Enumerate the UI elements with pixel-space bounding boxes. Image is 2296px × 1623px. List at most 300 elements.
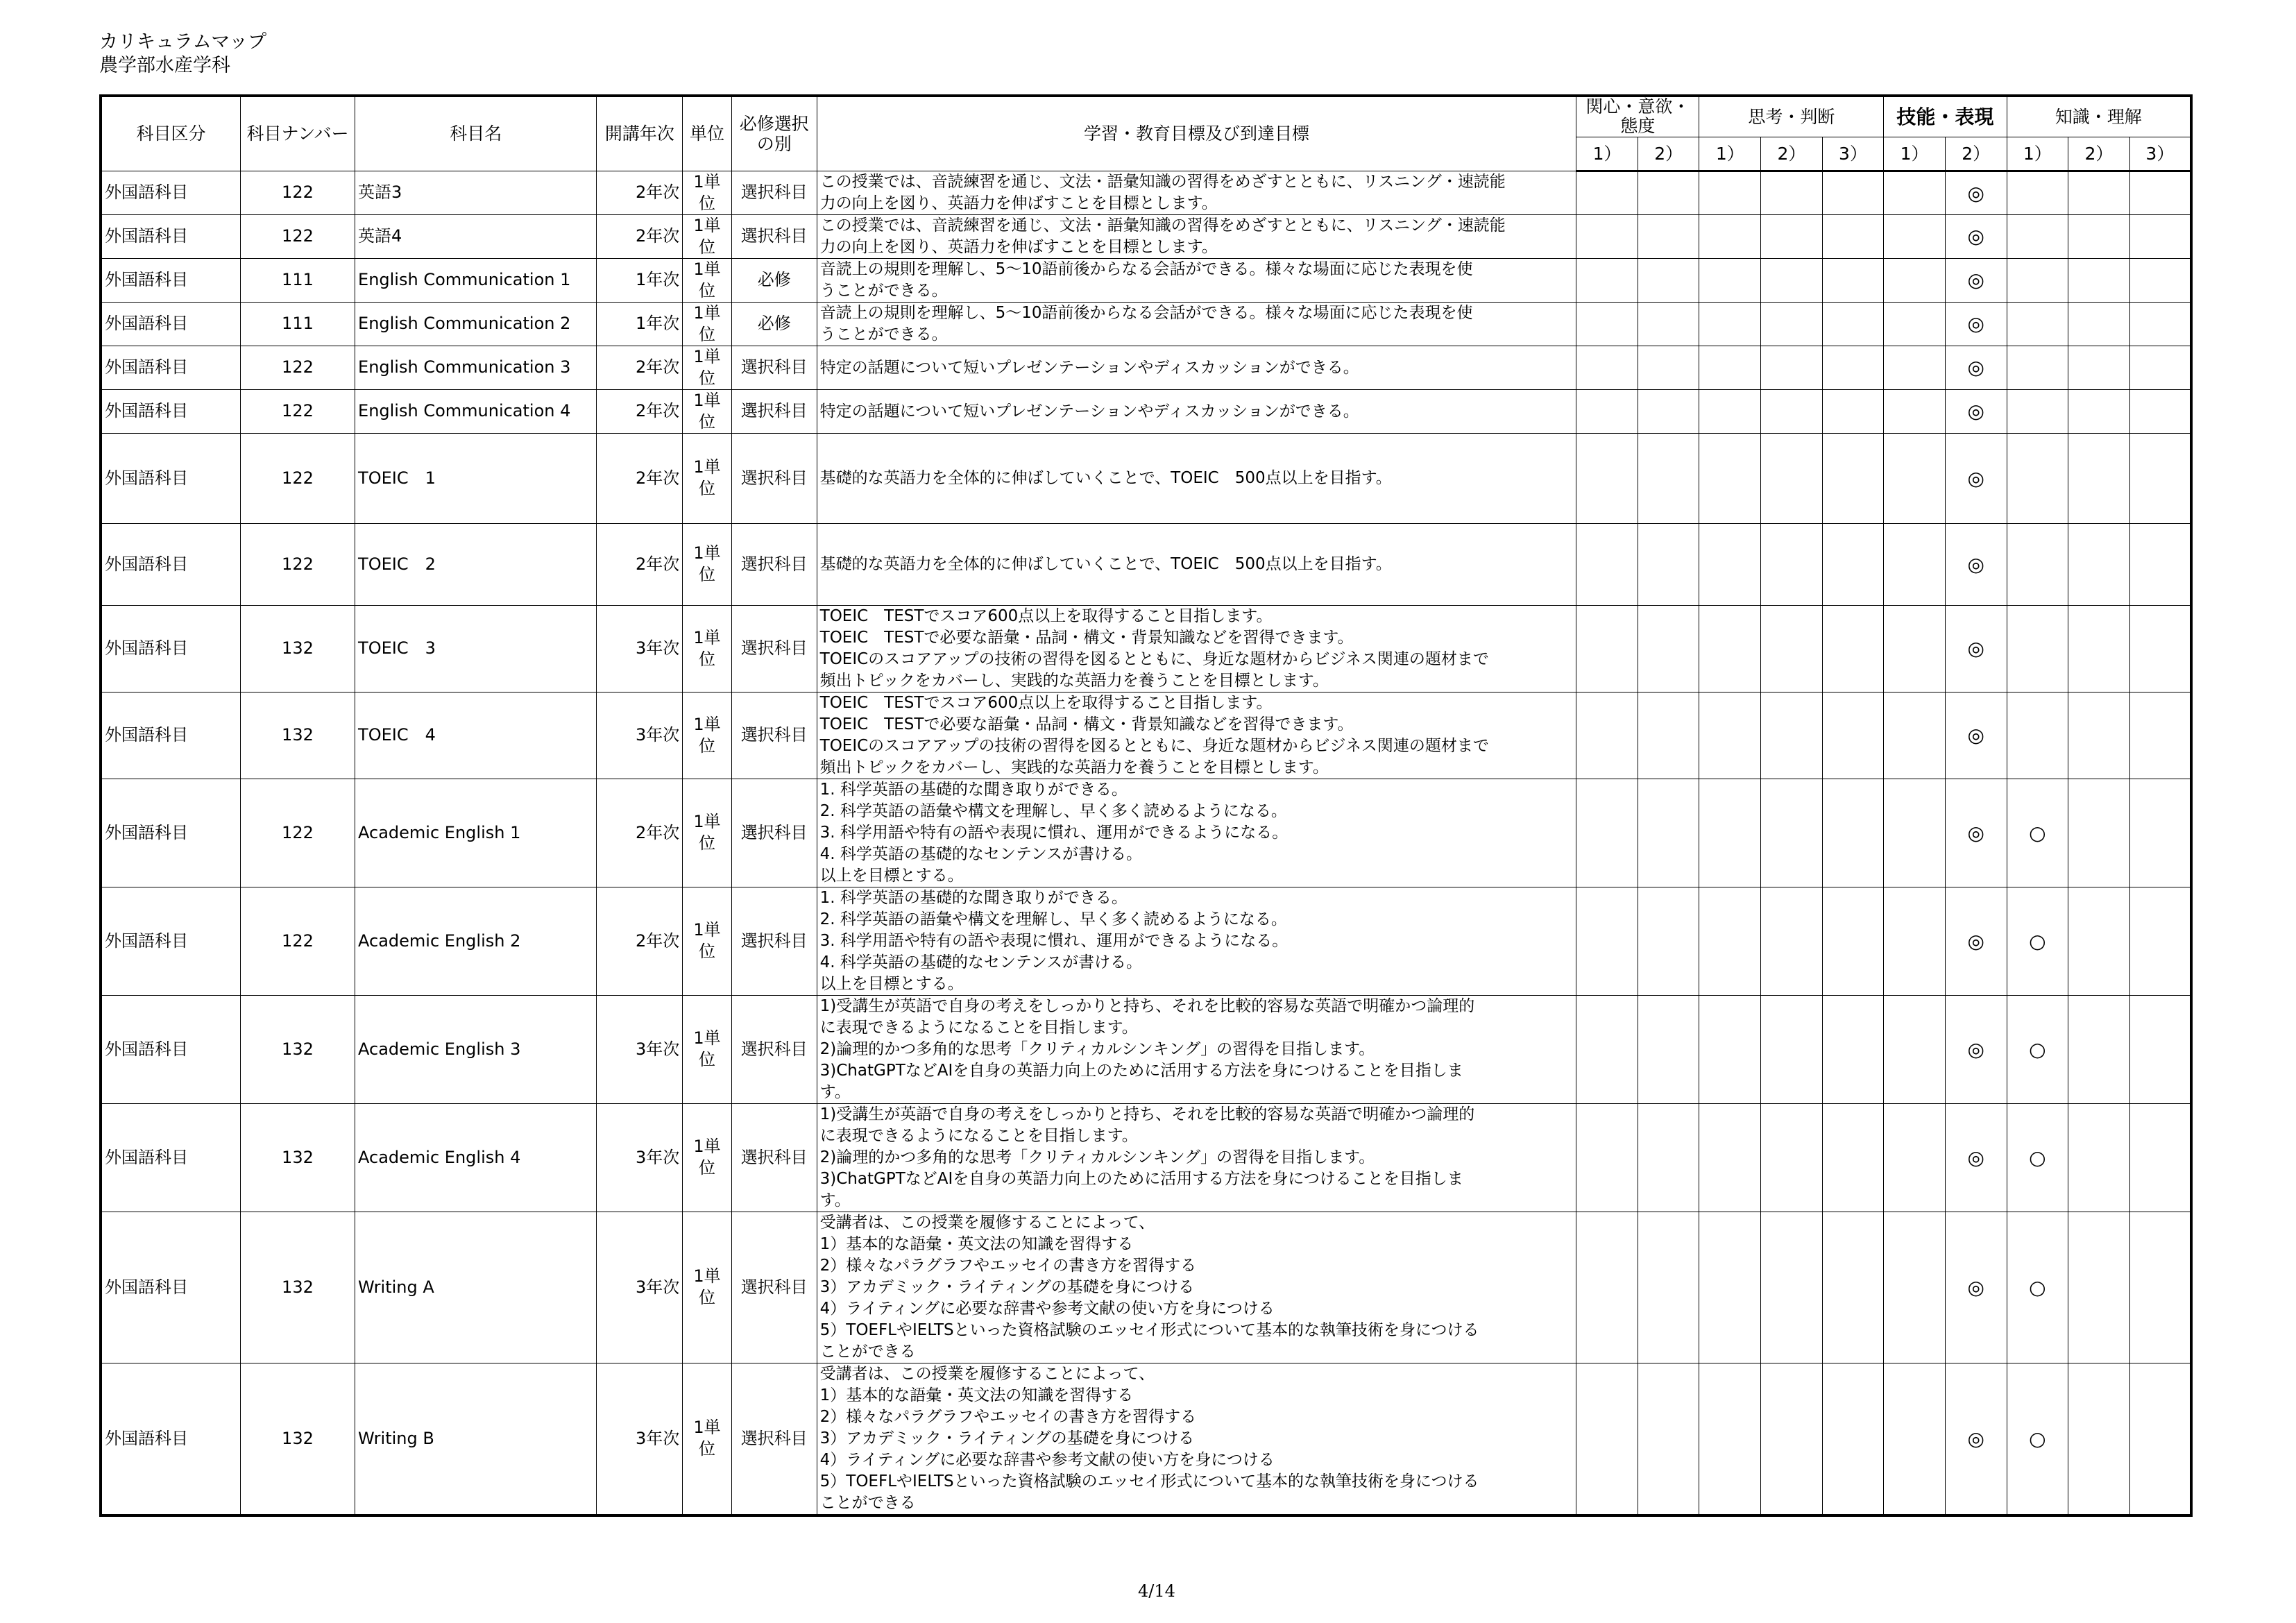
mark-cell	[1638, 887, 1699, 995]
goal-line: 3. 科学用語や特有の語や表現に慣れ、運用ができるようになる。	[819, 931, 1289, 950]
course-name-cell: TOEIC 4	[355, 692, 597, 779]
category-cell: 外国語科目	[101, 1103, 240, 1212]
mark-cell	[2007, 523, 2068, 605]
goal-line: 基礎的な英語力を全体的に伸ばしていくことで、TOEIC 500点以上を目指す。	[819, 554, 1392, 573]
mark-cell	[1822, 779, 1884, 887]
goal-line: 3)ChatGPTなどAIを自身の英語力向上のために活用する方法を身につけることを目指しま	[819, 1061, 1463, 1080]
required-cell: 必修	[731, 258, 817, 302]
mark-cell	[1761, 346, 1823, 389]
number-cell: 132	[240, 1103, 355, 1212]
goal-line: TOEIC TESTでスコア600点以上を取得すること目指します。	[819, 606, 1273, 625]
table-row	[101, 1103, 2191, 1212]
goal-line: 基礎的な英語力を全体的に伸ばしていくことで、TOEIC 500点以上を目指す。	[819, 468, 1392, 487]
number-cell: 132	[240, 1363, 355, 1515]
mark-cell	[2129, 171, 2191, 214]
course-name-cell: English Communication 1	[355, 258, 597, 302]
mark-cell	[1884, 692, 1946, 779]
required-cell: 選択科目	[731, 605, 817, 692]
mark-cell	[1822, 389, 1884, 433]
mark-cell	[1822, 214, 1884, 258]
required-cell: 選択科目	[731, 214, 817, 258]
mark-cell: ○	[2007, 1103, 2068, 1212]
course-name-cell: Academic English 4	[355, 1103, 597, 1212]
required-cell: 選択科目	[731, 389, 817, 433]
table-row	[101, 605, 2191, 692]
required-cell: 選択科目	[731, 887, 817, 995]
mark-cell	[1884, 433, 1946, 523]
unit-cell: 1単位	[683, 523, 731, 605]
title-line-1: カリキュラムマップ	[99, 31, 267, 53]
header-group-thinking: 思考・判断	[1699, 96, 1884, 137]
mark-cell	[1822, 887, 1884, 995]
goal-line: 5）TOEFLやIELTSといった資格試験のエッセイ形式について基本的な執筆技術を身につける	[819, 1472, 1479, 1490]
goal-line: 音読上の規則を理解し、5～10語前後からなる会話ができる。様々な場面に応じた表現を使	[819, 303, 1473, 322]
goal-line: 以上を目標とする。	[819, 866, 964, 885]
number-cell: 132	[240, 692, 355, 779]
unit-cell: 1単位	[683, 887, 731, 995]
year-cell: 2年次	[597, 389, 683, 433]
mark-cell	[1884, 995, 1946, 1103]
mark-cell	[2129, 302, 2191, 346]
mark-cell	[2068, 433, 2130, 523]
mark-cell: ○	[2007, 887, 2068, 995]
unit-cell: 1単位	[683, 302, 731, 346]
mark-cell	[2129, 214, 2191, 258]
mark-cell	[1699, 1212, 1761, 1363]
mark-cell	[1822, 1363, 1884, 1515]
mark-cell	[1638, 692, 1699, 779]
goal-line: うことができる。	[819, 281, 948, 300]
year-cell: 3年次	[597, 1212, 683, 1363]
mark-cell	[2007, 258, 2068, 302]
header-goal: 学習・教育目標及び到達目標	[817, 96, 1576, 171]
document-title	[99, 31, 266, 78]
mark-cell: ◎	[1945, 214, 2007, 258]
mark-cell	[1761, 1363, 1823, 1515]
mark-cell	[1761, 1103, 1823, 1212]
course-name-cell: Writing A	[355, 1212, 597, 1363]
goal-cell	[817, 523, 1576, 605]
mark-cell	[2068, 302, 2130, 346]
category-cell: 外国語科目	[101, 692, 240, 779]
goal-line: す。	[819, 1082, 851, 1101]
mark-cell: ◎	[1945, 995, 2007, 1103]
mark-cell	[1576, 433, 1638, 523]
goal-cell	[817, 346, 1576, 389]
mark-cell	[1761, 692, 1823, 779]
course-name-cell: English Communication 2	[355, 302, 597, 346]
mark-cell: ◎	[1945, 346, 2007, 389]
mark-cell: ◎	[1945, 1103, 2007, 1212]
mark-cell	[2129, 692, 2191, 779]
goal-line: に表現できるようになることを目指します。	[819, 1126, 1138, 1145]
mark-cell	[1822, 692, 1884, 779]
goal-line: TOEIC TESTで必要な語彙・品詞・構文・背景知識などを習得できます。	[819, 715, 1354, 733]
course-name-cell: TOEIC 1	[355, 433, 597, 523]
mark-cell	[1699, 995, 1761, 1103]
mark-cell	[1699, 692, 1761, 779]
unit-cell: 1単位	[683, 605, 731, 692]
unit-cell: 1単位	[683, 171, 731, 214]
mark-cell	[2007, 171, 2068, 214]
goal-line: 2. 科学英語の語彙や構文を理解し、早く多く読めるようになる。	[819, 801, 1287, 820]
mark-cell	[1761, 1212, 1823, 1363]
mark-cell	[1761, 171, 1823, 214]
mark-cell	[1699, 887, 1761, 995]
mark-cell	[1576, 887, 1638, 995]
mark-cell	[1699, 346, 1761, 389]
sub-header-cell: 1）	[1699, 137, 1761, 171]
mark-cell	[1884, 214, 1946, 258]
required-cell: 選択科目	[731, 346, 817, 389]
table-row	[101, 346, 2191, 389]
goal-cell	[817, 692, 1576, 779]
unit-cell: 1単位	[683, 389, 731, 433]
mark-cell	[2068, 995, 2130, 1103]
mark-cell	[1699, 214, 1761, 258]
mark-cell	[1576, 258, 1638, 302]
goal-line: 2. 科学英語の語彙や構文を理解し、早く多く読めるようになる。	[819, 910, 1287, 928]
mark-cell	[1576, 171, 1638, 214]
mark-cell	[1638, 389, 1699, 433]
mark-cell	[2007, 433, 2068, 523]
sub-header-cell: 1）	[1884, 137, 1946, 171]
course-name-cell: Academic English 1	[355, 779, 597, 887]
number-cell: 122	[240, 887, 355, 995]
sub-header-cell: 1）	[1576, 137, 1638, 171]
table-row	[101, 523, 2191, 605]
year-cell: 3年次	[597, 1103, 683, 1212]
mark-cell	[1638, 171, 1699, 214]
mark-cell: ◎	[1945, 302, 2007, 346]
goal-line: 1)受講生が英語で自身の考えをしっかりと持ち、それを比較的容易な英語で明確かつ論理的	[819, 996, 1475, 1015]
required-cell: 選択科目	[731, 171, 817, 214]
header-year: 開講年次	[597, 96, 683, 171]
mark-cell	[2068, 258, 2130, 302]
goal-line: 1）基本的な語彙・英文法の知識を習得する	[819, 1386, 1134, 1404]
number-cell: 132	[240, 995, 355, 1103]
goal-line: 4. 科学英語の基礎的なセンテンスが書ける。	[819, 844, 1143, 863]
mark-cell	[1576, 1212, 1638, 1363]
required-cell: 選択科目	[731, 692, 817, 779]
required-cell: 選択科目	[731, 433, 817, 523]
number-cell: 132	[240, 1212, 355, 1363]
unit-cell: 1単位	[683, 692, 731, 779]
mark-cell	[2068, 1212, 2130, 1363]
mark-cell	[1576, 389, 1638, 433]
mark-cell	[1576, 214, 1638, 258]
mark-cell	[1699, 523, 1761, 605]
mark-cell	[2007, 214, 2068, 258]
mark-cell	[1884, 887, 1946, 995]
year-cell: 2年次	[597, 433, 683, 523]
curriculum-map-table	[99, 94, 2193, 1517]
header-number: 科目ナンバー	[240, 96, 355, 171]
course-name-cell: English Communication 4	[355, 389, 597, 433]
mark-cell	[1822, 1212, 1884, 1363]
mark-cell: ◎	[1945, 433, 2007, 523]
category-cell: 外国語科目	[101, 1363, 240, 1515]
mark-cell	[2129, 1212, 2191, 1363]
unit-cell: 1単位	[683, 1103, 731, 1212]
mark-cell	[2068, 605, 2130, 692]
unit-cell: 1単位	[683, 995, 731, 1103]
mark-cell	[1576, 302, 1638, 346]
required-cell: 必修	[731, 302, 817, 346]
year-cell: 3年次	[597, 605, 683, 692]
required-cell: 選択科目	[731, 523, 817, 605]
table-row	[101, 995, 2191, 1103]
goal-cell	[817, 1103, 1576, 1212]
mark-cell	[2007, 389, 2068, 433]
mark-cell	[2129, 605, 2191, 692]
sub-header-cell: 2）	[1945, 137, 2007, 171]
year-cell: 3年次	[597, 1363, 683, 1515]
category-cell: 外国語科目	[101, 1212, 240, 1363]
mark-cell	[1822, 523, 1884, 605]
mark-cell	[2007, 692, 2068, 779]
mark-cell: ○	[2007, 995, 2068, 1103]
goal-cell	[817, 1212, 1576, 1363]
goal-line: 2）様々なパラグラフやエッセイの書き方を習得する	[819, 1256, 1197, 1275]
unit-cell: 1単位	[683, 258, 731, 302]
goal-line: 3. 科学用語や特有の語や表現に慣れ、運用ができるようになる。	[819, 823, 1289, 842]
mark-cell	[1699, 605, 1761, 692]
goal-line: 2)論理的かつ多角的な思考「クリティカルシンキング」の習得を目指します。	[819, 1039, 1375, 1058]
mark-cell	[1761, 433, 1823, 523]
unit-cell: 1単位	[683, 779, 731, 887]
mark-cell	[2068, 346, 2130, 389]
goal-line: 特定の話題について短いプレゼンテーションやディスカッションができる。	[819, 402, 1359, 420]
mark-cell	[2129, 389, 2191, 433]
mark-cell: ◎	[1945, 389, 2007, 433]
mark-cell	[1761, 214, 1823, 258]
course-name-cell: English Communication 3	[355, 346, 597, 389]
number-cell: 111	[240, 302, 355, 346]
category-cell: 外国語科目	[101, 995, 240, 1103]
mark-cell: ◎	[1945, 779, 2007, 887]
page-number: 4/14	[1138, 1581, 1175, 1601]
required-cell: 選択科目	[731, 779, 817, 887]
number-cell: 122	[240, 214, 355, 258]
year-cell: 2年次	[597, 887, 683, 995]
mark-cell	[1822, 346, 1884, 389]
sub-header-cell: 2）	[1638, 137, 1699, 171]
mark-cell: ○	[2007, 779, 2068, 887]
goal-line: TOEICのスコアアップの技術の習得を図るとともに、身近な題材からビジネス関連の題材まで	[819, 649, 1489, 668]
year-cell: 3年次	[597, 692, 683, 779]
mark-cell	[1884, 302, 1946, 346]
mark-cell	[1884, 523, 1946, 605]
goal-line: 特定の話題について短いプレゼンテーションやディスカッションができる。	[819, 358, 1359, 377]
mark-cell	[2129, 1103, 2191, 1212]
goal-line: 5）TOEFLやIELTSといった資格試験のエッセイ形式について基本的な執筆技術を身につける	[819, 1320, 1479, 1339]
table-row	[101, 302, 2191, 346]
goal-line: 1）基本的な語彙・英文法の知識を習得する	[819, 1234, 1134, 1253]
year-cell: 2年次	[597, 523, 683, 605]
goal-line: TOEIC TESTでスコア600点以上を取得すること目指します。	[819, 693, 1273, 712]
goal-line: す。	[819, 1191, 851, 1209]
mark-cell	[1822, 433, 1884, 523]
category-cell: 外国語科目	[101, 214, 240, 258]
sub-header-cell: 3）	[2129, 137, 2191, 171]
mark-cell	[1576, 1363, 1638, 1515]
mark-cell: ◎	[1945, 692, 2007, 779]
title-line-2: 農学部水産学科	[99, 55, 230, 76]
mark-cell	[1884, 1363, 1946, 1515]
goal-cell	[817, 887, 1576, 995]
year-cell: 2年次	[597, 346, 683, 389]
mark-cell	[2129, 1363, 2191, 1515]
mark-cell	[1761, 887, 1823, 995]
goal-cell	[817, 605, 1576, 692]
goal-line: 1)受講生が英語で自身の考えをしっかりと持ち、それを比較的容易な英語で明確かつ論理的	[819, 1105, 1475, 1123]
required-cell: 選択科目	[731, 1363, 817, 1515]
number-cell: 122	[240, 779, 355, 887]
number-cell: 122	[240, 171, 355, 214]
unit-cell: 1単位	[683, 1212, 731, 1363]
mark-cell	[1699, 1363, 1761, 1515]
mark-cell: ◎	[1945, 1363, 2007, 1515]
mark-cell	[2129, 258, 2191, 302]
mark-cell	[2007, 605, 2068, 692]
number-cell: 111	[240, 258, 355, 302]
mark-cell	[2129, 433, 2191, 523]
goal-cell	[817, 779, 1576, 887]
goal-cell	[817, 433, 1576, 523]
mark-cell	[1884, 346, 1946, 389]
table-row	[101, 214, 2191, 258]
category-cell: 外国語科目	[101, 779, 240, 887]
course-name-cell: 英語4	[355, 214, 597, 258]
header-required: 必修選択の別	[731, 96, 817, 171]
mark-cell	[1822, 258, 1884, 302]
mark-cell	[1761, 995, 1823, 1103]
mark-cell	[1576, 995, 1638, 1103]
mark-cell	[1761, 779, 1823, 887]
mark-cell	[1699, 302, 1761, 346]
mark-cell	[1638, 779, 1699, 887]
mark-cell	[1884, 779, 1946, 887]
mark-cell	[1638, 605, 1699, 692]
mark-cell	[2007, 346, 2068, 389]
goal-line: ことができる	[819, 1342, 916, 1361]
mark-cell: ◎	[1945, 887, 2007, 995]
goal-line: 以上を目標とする。	[819, 974, 964, 993]
mark-cell: ◎	[1945, 1212, 2007, 1363]
header-group-skills: 技能・表現	[1884, 96, 2007, 137]
goal-line: 1. 科学英語の基礎的な聞き取りができる。	[819, 888, 1128, 907]
table-row	[101, 1363, 2191, 1515]
goal-cell	[817, 389, 1576, 433]
mark-cell	[1576, 692, 1638, 779]
mark-cell	[1638, 1103, 1699, 1212]
year-cell: 1年次	[597, 302, 683, 346]
goal-cell	[817, 995, 1576, 1103]
year-cell: 3年次	[597, 995, 683, 1103]
mark-cell	[2129, 523, 2191, 605]
required-cell: 選択科目	[731, 995, 817, 1103]
mark-cell	[1761, 302, 1823, 346]
unit-cell: 1単位	[683, 1363, 731, 1515]
course-name-cell: 英語3	[355, 171, 597, 214]
mark-cell	[1884, 389, 1946, 433]
mark-cell	[2129, 995, 2191, 1103]
table-row	[101, 433, 2191, 523]
goal-line: 2）様々なパラグラフやエッセイの書き方を習得する	[819, 1407, 1197, 1426]
mark-cell	[1638, 523, 1699, 605]
goal-cell	[817, 258, 1576, 302]
required-cell: 選択科目	[731, 1212, 817, 1363]
unit-cell: 1単位	[683, 433, 731, 523]
sub-header-cell: 1）	[2007, 137, 2068, 171]
goal-line: ことができる	[819, 1493, 916, 1512]
category-cell: 外国語科目	[101, 302, 240, 346]
mark-cell	[1822, 605, 1884, 692]
goal-line: 4）ライティングに必要な辞書や参考文献の使い方を身につける	[819, 1299, 1275, 1318]
mark-cell	[2129, 779, 2191, 887]
course-name-cell: TOEIC 2	[355, 523, 597, 605]
course-name-cell: Academic English 2	[355, 887, 597, 995]
number-cell: 132	[240, 605, 355, 692]
required-cell: 選択科目	[731, 1103, 817, 1212]
header-unit: 単位	[683, 96, 731, 171]
goal-line: 2)論理的かつ多角的な思考「クリティカルシンキング」の習得を目指します。	[819, 1148, 1375, 1166]
mark-cell	[1884, 171, 1946, 214]
mark-cell	[2068, 692, 2130, 779]
number-cell: 122	[240, 433, 355, 523]
goal-line: この授業では、音読練習を通じ、文法・語彙知識の習得をめざすとともに、リスニング・速読能	[819, 216, 1506, 235]
header-category: 科目区分	[101, 96, 240, 171]
goal-line: 4. 科学英語の基礎的なセンテンスが書ける。	[819, 953, 1143, 971]
mark-cell	[1576, 605, 1638, 692]
mark-cell	[1822, 1103, 1884, 1212]
goal-line: 音読上の規則を理解し、5～10語前後からなる会話ができる。様々な場面に応じた表現を使	[819, 260, 1473, 278]
mark-cell	[1576, 523, 1638, 605]
mark-cell	[1761, 258, 1823, 302]
mark-cell	[1576, 346, 1638, 389]
mark-cell	[2129, 887, 2191, 995]
mark-cell	[1638, 346, 1699, 389]
category-cell: 外国語科目	[101, 433, 240, 523]
goal-line: 力の向上を図り、英語力を伸ばすことを目標とします。	[819, 194, 1218, 212]
table-body	[101, 171, 2191, 1515]
sub-header-cell: 2）	[2068, 137, 2130, 171]
category-cell: 外国語科目	[101, 605, 240, 692]
mark-cell: ○	[2007, 1363, 2068, 1515]
mark-cell	[1638, 433, 1699, 523]
mark-cell	[1761, 389, 1823, 433]
header-group-knowledge: 知識・理解	[2007, 96, 2191, 137]
mark-cell	[2068, 171, 2130, 214]
mark-cell: ◎	[1945, 171, 2007, 214]
table-row	[101, 389, 2191, 433]
course-name-cell: Academic English 3	[355, 995, 597, 1103]
table-row	[101, 1212, 2191, 1363]
sub-header-cell: 3）	[1822, 137, 1884, 171]
mark-cell	[1699, 389, 1761, 433]
goal-line: うことができる。	[819, 325, 948, 343]
mark-cell	[1884, 1212, 1946, 1363]
mark-cell	[2068, 779, 2130, 887]
number-cell: 122	[240, 523, 355, 605]
category-cell: 外国語科目	[101, 171, 240, 214]
year-cell: 2年次	[597, 214, 683, 258]
goal-line: TOEICのスコアアップの技術の習得を図るとともに、身近な題材からビジネス関連の題材まで	[819, 736, 1489, 755]
goal-line: 力の向上を図り、英語力を伸ばすことを目標とします。	[819, 237, 1218, 256]
category-cell: 外国語科目	[101, 389, 240, 433]
goal-line: この授業では、音読練習を通じ、文法・語彙知識の習得をめざすとともに、リスニング・速読能	[819, 172, 1506, 191]
